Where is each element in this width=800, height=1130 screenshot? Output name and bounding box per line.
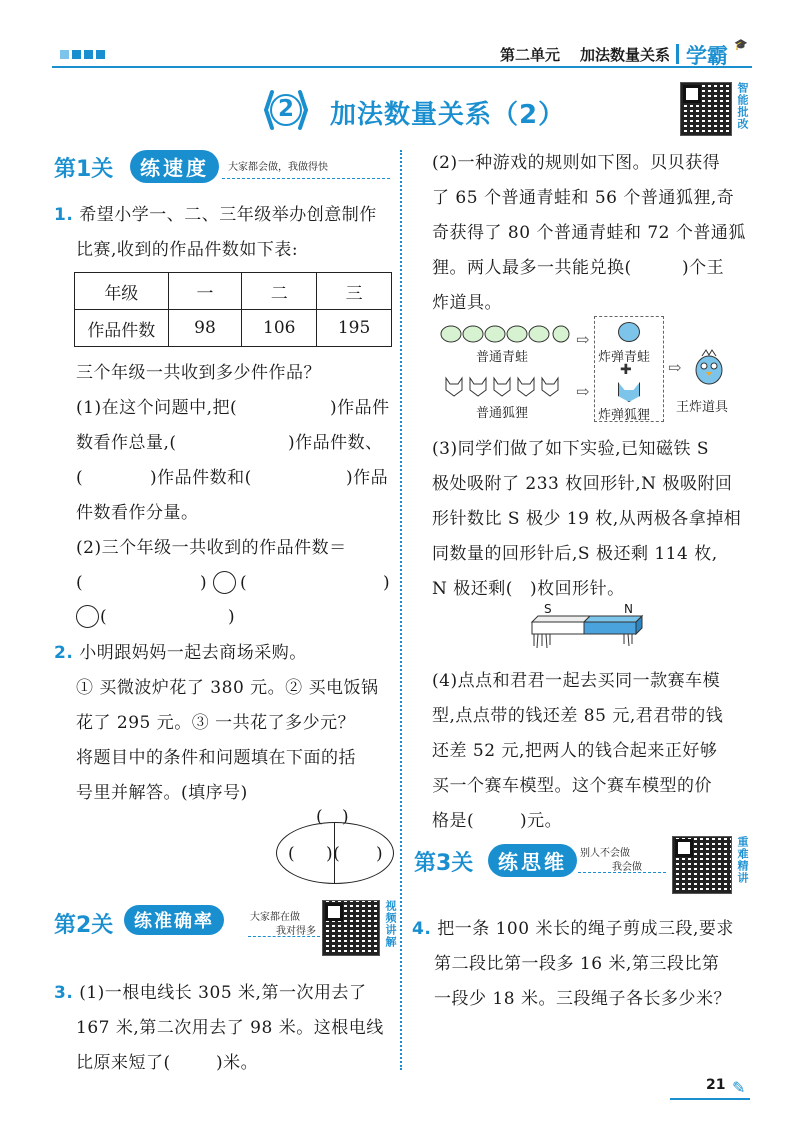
page-number: 21 [706, 1077, 726, 1093]
header-divider [676, 44, 679, 64]
question-2-line: 号里并解答。(填序号) [76, 783, 248, 803]
grade-table [74, 272, 392, 347]
answer-bracket: ( [288, 844, 296, 864]
q3-part2-line: (2)一种游戏的规则如下图。贝贝获得 [432, 153, 721, 173]
header-square [60, 50, 69, 59]
qr-caption: 重难精讲 [736, 836, 749, 884]
answer-bracket: ) [200, 573, 208, 593]
page-title: 加法数量关系（2） [330, 100, 566, 130]
table-header-cell: 二 [242, 273, 317, 310]
answer-bracket: ( [240, 573, 248, 593]
q3-part3-line: 形针数比 S 极少 19 枚,从两极各拿掉相 [432, 509, 742, 529]
level-3-label: 第3关 [414, 851, 474, 876]
q3-part2-line: 炸道具。 [432, 293, 502, 313]
q3-part3-line: 极处吸附了 233 枚回形针,N 极吸附回 [432, 474, 733, 494]
q3-part1-line: (1)一根电线长 305 米,第一次用去了 [79, 983, 367, 1003]
answer-bracket: )( [326, 844, 341, 864]
question-4 [412, 912, 757, 1017]
table-cell: 195 [317, 310, 392, 347]
qr-code[interactable] [672, 836, 732, 894]
qr-caption: 视频讲解 [384, 900, 397, 948]
qr-code[interactable] [322, 900, 380, 956]
table-row [75, 273, 392, 310]
question-1-question: 三个年级一共收到多少件作品？ [76, 363, 321, 383]
level-3-motto: 我会做 [612, 862, 642, 873]
question-2-line: ① 买微波炉花了 380 元。② 买电饭锅 [76, 678, 379, 698]
level-1-pill: 练速度 [130, 150, 219, 183]
level-3-dashline [578, 872, 666, 873]
q1-part1-text: )作品件数和( [150, 468, 252, 488]
table-row [75, 310, 392, 347]
question-3-number: 3. [54, 983, 74, 1003]
question-1 [54, 198, 399, 268]
table-header-cell: 年级 [75, 273, 169, 310]
header-square [96, 50, 105, 59]
q3-part1-line: 167 米,第二次用去了 98 米。这根电线 [76, 1018, 384, 1038]
question-3-part1 [54, 976, 399, 1046]
q3-part2-line: 了 65 个普通青蛙和 56 个普通狐狸,奇 [432, 188, 735, 208]
qr-caption: 智能批改 [736, 82, 749, 130]
answer-bracket: ) [376, 844, 384, 864]
normal-fox-label: 普通狐狸 [476, 406, 529, 421]
lesson-number: 2 [277, 96, 294, 122]
footer-rule [670, 1098, 750, 1100]
q3-part4-line: 还差 52 元,把两人的钱合起来正好够 [432, 741, 718, 761]
question-4-line: 把一条 100 米长的绳子剪成三段,要求 [437, 919, 734, 939]
level-2-motto: 大家都在做 [250, 912, 300, 923]
answer-bracket: ) [228, 607, 236, 627]
level-2-motto: 我对得多 [276, 926, 316, 937]
question-4-line: 第二段比第一段多 16 米,第三段比第 [434, 954, 720, 974]
header-square [72, 50, 81, 59]
fox-icon [444, 374, 564, 398]
level-3-motto: 别人不会做 [580, 848, 630, 859]
question-2-line: 将题目中的条件和问题填在下面的括 [76, 748, 356, 768]
answer-bracket: ( [76, 573, 84, 593]
arrow-icon: ⇨ [576, 330, 590, 349]
question-2 [54, 636, 399, 811]
q3-part4-line: 型,点点带的钱还差 85 元,君君带的钱 [432, 706, 724, 726]
table-cell: 106 [242, 310, 317, 347]
q1-part1-text: (1)在这个问题中,把( [76, 398, 238, 418]
king-bird-icon [692, 346, 726, 386]
question-2-line: 小明跟妈妈一起去商场采购。 [79, 643, 307, 663]
q3-part2-line: 狸。两人最多一共能兑换( [432, 258, 632, 278]
magnet-n-pole: N [624, 602, 633, 616]
level-1-motto: 大家都会做，我做得快 [228, 162, 328, 173]
fox-row [444, 374, 564, 398]
bomb-frog-icon [618, 322, 640, 342]
operator-circle[interactable] [76, 605, 99, 628]
column-divider [400, 150, 402, 1070]
normal-frog-label: 普通青蛙 [476, 350, 529, 365]
q1-part1-text: ( [76, 468, 84, 488]
q3-part2-line: )个王 [682, 258, 725, 278]
question-1-line: 希望小学一、二、三年级举办创意制作 [79, 205, 377, 225]
operator-circle[interactable] [213, 571, 236, 594]
header-topic: 加法数量关系 [580, 46, 671, 64]
q3-part1-line: )米。 [216, 1053, 259, 1073]
q3-part4-line: )元。 [520, 811, 563, 831]
level-2-label: 第2关 [54, 913, 114, 938]
table-cell: 98 [168, 310, 242, 347]
table-header-cell: 三 [317, 273, 392, 310]
q3-part1-line: 比原来短了( [76, 1053, 171, 1073]
q3-part4-line: 买一个赛车模型。这个赛车模型的价 [432, 776, 712, 796]
answer-bracket: ( [316, 807, 324, 827]
q1-part1-text: 数看作总量,( [76, 433, 177, 453]
q3-part4-line: (4)点点和君君一起去买同一款赛车模 [432, 671, 721, 691]
table-cell: 作品件数 [75, 310, 169, 347]
graduation-cap-icon: 🎓 [734, 38, 748, 51]
q3-part3-line: )枚回形针。 [530, 579, 625, 599]
q1-part2-text: (2)三个年级一共收到的作品件数＝ [76, 538, 347, 558]
header-square [84, 50, 93, 59]
question-2-line: 花了 295 元。③ 一共花了多少元？ [76, 713, 356, 733]
header-rule [52, 66, 752, 68]
frog-icon [440, 322, 570, 344]
level-2-pill: 练准确率 [124, 905, 224, 935]
header-unit: 第二单元 [500, 46, 561, 64]
q1-part1-text: )作品 [346, 468, 389, 488]
question-2-number: 2. [54, 643, 74, 663]
frog-row [440, 322, 570, 344]
bomb-frog-label: 炸弹青蛙 [598, 350, 651, 365]
q1-part1-text: 件数看作分量。 [76, 503, 199, 523]
arrow-icon: ⇨ [576, 382, 590, 401]
question-4-number: 4. [412, 919, 432, 939]
q3-part3-line: (3)同学们做了如下实验,已知磁铁 S [432, 439, 710, 459]
magnet-s-pole: S [544, 602, 552, 616]
q3-part3-line: 同数量的回形针后,S 极还剩 114 枚, [432, 544, 718, 564]
level-2-dashline [248, 936, 320, 937]
qr-code[interactable] [680, 82, 732, 136]
brand-logo: 学霸 [686, 44, 728, 68]
q3-part4-line: 格是( [432, 811, 475, 831]
question-1-line: 比赛,收到的作品件数如下表: [76, 240, 299, 260]
answer-bracket: ) [383, 573, 391, 593]
arrow-icon: ⇨ [668, 358, 682, 377]
king-label: 王炸道具 [676, 400, 729, 415]
q1-part1-text: )作品件数、 [288, 433, 383, 453]
pencil-icon: ✎ [732, 1078, 746, 1097]
question-1-number: 1. [54, 205, 74, 225]
bomb-fox-label: 炸弹狐狸 [598, 408, 651, 423]
level-1-dashline [222, 178, 390, 179]
level-1-label: 第1关 [54, 157, 114, 182]
q3-part2-line: 奇获得了 80 个普通青蛙和 72 个普通狐 [432, 223, 746, 243]
q1-part1-text: )作品件 [330, 398, 390, 418]
answer-bracket: ) [342, 807, 350, 827]
answer-bracket: ( [100, 607, 108, 627]
plus-icon: ✚ [620, 362, 632, 378]
level-3-pill: 练思维 [488, 844, 577, 877]
q3-part3-line: N 极还剩( [432, 579, 513, 599]
table-header-cell: 一 [168, 273, 242, 310]
question-4-line: 一段少 18 米。三段绳子各长多少米？ [434, 989, 731, 1009]
